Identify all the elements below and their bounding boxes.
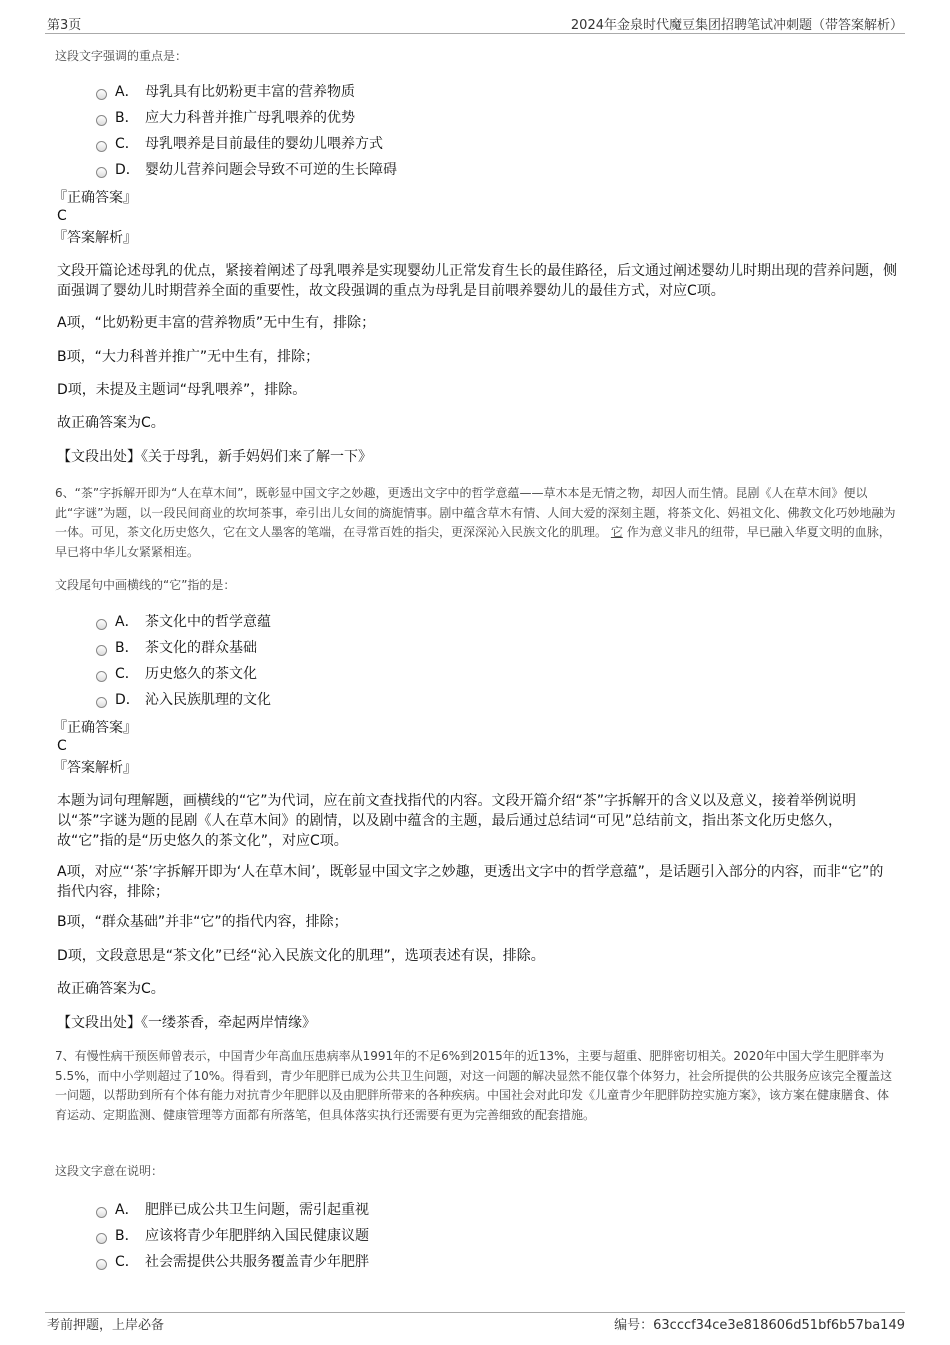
- analysis-note: A项，对应“‘茶’字拆解开即为‘人在草木间’，既彰显中国文字之妙趣，更透出文字中的哲学意蕴”，是话题引入部分的内容，而非“它”的指代内容，排除；: [57, 864, 884, 900]
- radio-icon[interactable]: [96, 1207, 107, 1218]
- radio-icon[interactable]: [96, 1233, 107, 1244]
- option-letter: A．: [115, 614, 139, 630]
- answer-label: 『正确答案』: [53, 190, 137, 206]
- option-a[interactable]: [96, 1199, 369, 1219]
- option-text: 茶文化的群众基础: [145, 640, 257, 656]
- option-text: 应该将青少年肥胖纳入国民健康议题: [145, 1228, 369, 1244]
- option-text: 肥胖已成公共卫生问题，需引起重视: [145, 1202, 369, 1218]
- analysis-label: 『答案解析』: [53, 230, 137, 246]
- option-letter: A．: [115, 1202, 139, 1218]
- document-title: 2024年金泉时代魔豆集团招聘笔试冲刺题（带答案解析）: [570, 18, 903, 33]
- radio-icon[interactable]: [96, 697, 107, 708]
- conclusion: 故正确答案为C。: [57, 981, 165, 997]
- option-b[interactable]: [96, 637, 257, 657]
- document-id: 编号：63cccf34ce3e818606d51bf6b57ba149: [614, 1318, 905, 1333]
- underlined-word: 它: [610, 525, 623, 539]
- option-letter: C．: [115, 136, 139, 152]
- radio-icon[interactable]: [96, 1259, 107, 1270]
- question-prompt: 这段文字意在说明：: [55, 1164, 164, 1178]
- radio-icon[interactable]: [96, 645, 107, 656]
- page-number: 第3页: [47, 18, 82, 33]
- option-letter: A．: [115, 84, 139, 100]
- option-letter: B．: [115, 1228, 139, 1244]
- option-text: 母乳具有比奶粉更丰富的营养物质: [145, 84, 355, 100]
- option-text: 茶文化中的哲学意蕴: [145, 614, 271, 630]
- option-letter: C．: [115, 1254, 139, 1270]
- question-stem: [55, 484, 897, 562]
- analysis-note: A项，“比奶粉更丰富的营养物质”无中生有，排除；: [57, 315, 376, 331]
- answer-value: C: [57, 208, 67, 224]
- answer-value: C: [57, 738, 67, 754]
- option-letter: C．: [115, 666, 139, 682]
- radio-icon[interactable]: [96, 141, 107, 152]
- option-b[interactable]: [96, 1225, 369, 1245]
- option-c[interactable]: [96, 133, 383, 153]
- option-text: 社会需提供公共服务覆盖青少年肥胖: [145, 1254, 369, 1270]
- radio-icon[interactable]: [96, 167, 107, 178]
- answer-label: 『正确答案』: [53, 720, 137, 736]
- option-letter: B．: [115, 640, 139, 656]
- option-text: 历史悠久的茶文化: [145, 666, 257, 682]
- header-divider: [45, 33, 905, 34]
- radio-icon[interactable]: [96, 115, 107, 126]
- option-a[interactable]: [96, 611, 271, 631]
- footer-divider: [45, 1312, 905, 1313]
- radio-icon[interactable]: [96, 89, 107, 100]
- radio-icon[interactable]: [96, 619, 107, 630]
- option-c[interactable]: [96, 663, 257, 683]
- option-a[interactable]: [96, 81, 355, 101]
- option-text: 沁入民族肌理的文化: [145, 692, 271, 708]
- option-letter: D．: [115, 162, 140, 178]
- stem-text: 6、“茶”字拆解开即为“人在草木间”，既彰显中国文字之妙趣，更透出文字中的哲学意蕴——草木本是无情之物，却因人而生情。昆剧《人在草木间》便以此“字谜”为题，以一段民间商业的坎坷茶事，牵引出儿女间的旖旎情事。剧中蕴含草木有情、人间大爱的深刻主题，将茶文化、妈祖文化、佛教文化巧妙地融为一体。可见，茶文化历史悠久，它在文人墨客的笔端，在寻常百姓的指尖，更深深沁入民族文化的肌理。: [55, 486, 896, 539]
- stem-text: 作为意义非凡的纽带，早已融入华夏文明的血脉，早已将中华儿女紧紧相连。: [55, 525, 891, 559]
- conclusion: 故正确答案为C。: [57, 415, 165, 431]
- analysis-text: 文段开篇论述母乳的优点，紧接着阐述了母乳喂养是实现婴幼儿正常发育生长的最佳路径，后文通过阐述婴幼儿时期出现的营养问题，侧面强调了婴幼儿时期营养全面的重要性，故文段强调的重点为母乳是目前喂养婴幼儿的最佳方式，对应C项。: [57, 263, 897, 299]
- question-stem: 7、有慢性病干预医师曾表示，中国青少年高血压患病率从1991年的不足6%到2015年的近13%，主要与超重、肥胖密切相关。2020年中国大学生肥胖率为5.5%，而中小学则超过了10%。得看到，青少年肥胖已成为公共卫生问题，对这一问题的解决显然不能仅靠个体努力，社会所提供的公共服务应该完全覆盖这一问题，以帮助到所有个体有能力对抗青少年肥胖以及由肥胖所带来的各种疾病。中国社会对此印发《儿童青少年肥胖防控实施方案》，该方案在健康膳食、体育运动、定期监测、健康管理等方面都有所落笔，但具体落实执行还需要有更为完善细致的配套措施。: [55, 1049, 893, 1122]
- source: 【文段出处】《一缕茶香，牵起两岸情缘》: [57, 1015, 316, 1031]
- analysis-note: B项，“群众基础”并非“它”的指代内容，排除；: [57, 914, 348, 930]
- option-b[interactable]: [96, 107, 355, 127]
- question-prompt: 这段文字强调的重点是：: [55, 49, 188, 63]
- question-prompt: 文段尾句中画横线的“它”指的是：: [55, 578, 236, 592]
- option-text: 婴幼儿营养问题会导致不可逆的生长障碍: [145, 162, 397, 178]
- option-letter: B．: [115, 110, 139, 126]
- option-letter: D．: [115, 692, 140, 708]
- option-d[interactable]: [96, 159, 397, 179]
- footer-slogan: 考前押题，上岸必备: [47, 1318, 165, 1333]
- radio-icon[interactable]: [96, 671, 107, 682]
- analysis-note: B项，“大力科普并推广”无中生有，排除；: [57, 349, 320, 365]
- option-text: 母乳喂养是目前最佳的婴幼儿喂养方式: [145, 136, 383, 152]
- analysis-note: D项，文段意思是“茶文化”已经“沁入民族文化的肌理”，选项表述有误，排除。: [57, 948, 545, 964]
- analysis-label: 『答案解析』: [53, 760, 137, 776]
- analysis-text: 本题为词句理解题，画横线的“它”为代词，应在前文查找指代的内容。文段开篇介绍“茶”字拆解开的含义以及意义，接着举例说明以“茶”字谜为题的昆剧《人在草木间》的剧情，以及剧中蕴含的主题，最后通过总结词“可见”总结前文，指出茶文化历史悠久，故“它”指的是“历史悠久的茶文化”，对应C项。: [57, 793, 857, 849]
- option-text: 应大力科普并推广母乳喂养的优势: [145, 110, 355, 126]
- source: 【文段出处】《关于母乳，新手妈妈们来了解一下》: [57, 449, 372, 465]
- option-c[interactable]: [96, 1251, 369, 1271]
- analysis-note: D项，未提及主题词“母乳喂养”，排除。: [57, 382, 307, 398]
- option-d[interactable]: [96, 689, 271, 709]
